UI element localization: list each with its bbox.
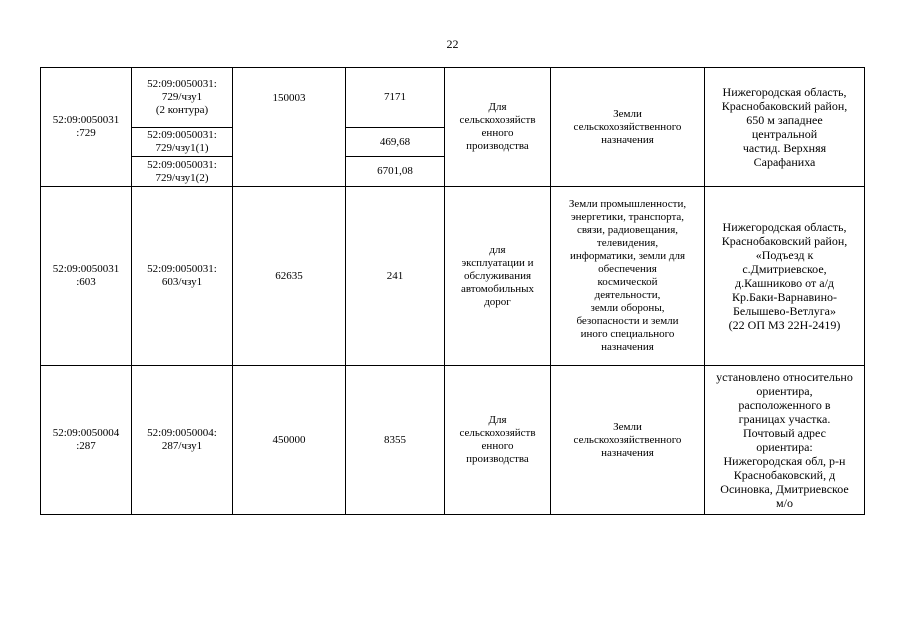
- subparcel-id-cell: 52:09:0050031: 729/чзу1 (2 контура): [132, 68, 233, 128]
- page-number: 22: [446, 37, 459, 51]
- value-cell: 7171: [346, 68, 445, 128]
- address-cell: установлено относительно ориентира, расположенного в границах участка. Почтовый адрес ориентира: Нижегородская обл, р-н Краснобаковский, д Осиновка, Дмитриевское м/о: [705, 366, 865, 515]
- permitted-use-cell: для эксплуатации и обслуживания автомобильных дорог: [445, 187, 551, 366]
- table-row: [41, 366, 865, 515]
- value-cell: 6701,08: [346, 157, 445, 187]
- cadastral-number-cell: 52:09:0050004 :287: [41, 366, 132, 515]
- land-register-table: [40, 67, 865, 515]
- value-cell: 241: [346, 187, 445, 366]
- area-cell: 450000: [233, 366, 346, 515]
- permitted-use-cell: Для сельскохозяйств енного производства: [445, 68, 551, 187]
- cadastral-number-cell: 52:09:0050031 :729: [41, 68, 132, 187]
- subparcel-id-cell: 52:09:0050004: 287/чзу1: [132, 366, 233, 515]
- address-cell: Нижегородская область, Краснобаковский район, «Подъезд к с.Дмитриевское, д.Кашниково от а/д Кр.Баки-Варнавино- Белышево-Ветлуга» (22 ОП МЗ 22Н-2419): [705, 187, 865, 366]
- permitted-use-cell: Для сельскохозяйств енного производства: [445, 366, 551, 515]
- area-cell: 62635: [233, 187, 346, 366]
- table-row: [41, 187, 865, 366]
- subparcel-id-cell: 52:09:0050031: 729/чзу1(2): [132, 157, 233, 187]
- value-cell: 469,68: [346, 128, 445, 157]
- cadastral-number-cell: 52:09:0050031 :603: [41, 187, 132, 366]
- area-cell: 150003: [233, 68, 346, 187]
- land-category-cell: Земли сельскохозяйственного назначения: [551, 366, 705, 515]
- land-category-cell: Земли сельскохозяйственного назначения: [551, 68, 705, 187]
- table-row: [41, 68, 865, 128]
- address-cell: Нижегородская область, Краснобаковский район, 650 м западнее центральной частид. Верхняя Сарафаниха: [705, 68, 865, 187]
- value-cell: 8355: [346, 366, 445, 515]
- subparcel-id-cell: 52:09:0050031: 603/чзу1: [132, 187, 233, 366]
- subparcel-id-cell: 52:09:0050031: 729/чзу1(1): [132, 128, 233, 157]
- land-category-cell: Земли промышленности, энергетики, транспорта, связи, радиовещания, телевидения, информатики, земли для обеспечения космической деятельности, земли обороны, безопасности и земли иного специального назначения: [551, 187, 705, 366]
